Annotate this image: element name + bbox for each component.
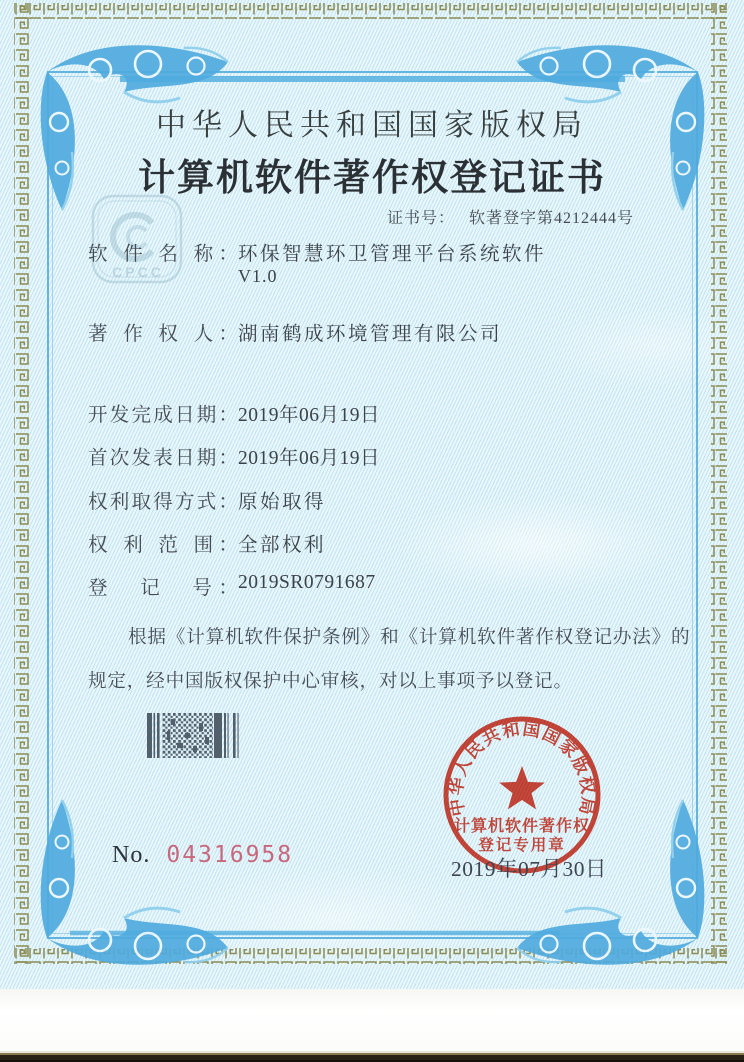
field-value: 2019年06月19日 [238, 405, 381, 426]
seal-line2: 登记专用章 [478, 837, 566, 854]
statement-line-2: 规定，经中国版权保护中心审核，对以上事项予以登记。 [88, 671, 573, 692]
seal-star-icon [499, 766, 545, 809]
authority-title: 中华人民共和国国家版权局 [156, 109, 588, 142]
field-label: 登 记 号： [88, 578, 238, 599]
seal-line1: 计算机软件著作权 [453, 818, 591, 835]
field-label: 权利取得方式： [88, 492, 238, 513]
field-value: 湖南鹤成环境管理有限公司 [238, 324, 503, 345]
serial-digits: 04316958 [166, 842, 294, 868]
field-row-rights-scope [88, 529, 326, 557]
field-label: 权 利 范 围： [88, 535, 238, 556]
barcode-2d [147, 713, 251, 758]
cert-number-label: 证书号： [386, 210, 455, 227]
cpcc-watermark-letters: CPCC [112, 264, 164, 280]
field-label: 软 件 名 称： [88, 244, 238, 265]
field-label: 著 作 权 人： [88, 324, 238, 345]
field-value: 原始取得 [238, 492, 327, 513]
field-value: 全部权利 [238, 535, 327, 556]
scanner-edge-line [0, 1051, 744, 1062]
seal-ring-text: 中华人民共和国国家版权局 [445, 718, 599, 818]
serial-prefix: No. [112, 842, 151, 868]
cert-number-value: 软著登字第4212444号 [468, 210, 634, 227]
seal-date: 2019年07月30日 [451, 857, 608, 881]
field-value: 2019年06月19日 [238, 448, 381, 469]
field-value: 环保智慧环卫管理平台系统软件 [238, 244, 547, 265]
field-label: 开发完成日期： [88, 405, 238, 426]
field-row-copyright-owner [88, 318, 502, 346]
field-row-registration-number [88, 572, 376, 600]
certificate-title: 计算机软件著作权登记证书 [138, 158, 606, 199]
statement-line-1: 根据《计算机软件保护条例》和《计算机软件著作权登记办法》的 [128, 627, 691, 648]
field-label: 首次发表日期： [88, 448, 238, 469]
software-version: V1.0 [238, 266, 278, 286]
field-row-dev-complete-date [88, 399, 380, 427]
field-row-software-name [88, 238, 546, 266]
field-row-first-publish-date [88, 442, 380, 470]
field-value: 2019SR0791687 [238, 572, 376, 593]
cert-number-line [387, 205, 634, 228]
field-row-rights-acquisition [88, 486, 326, 514]
serial-number-line [112, 842, 293, 869]
